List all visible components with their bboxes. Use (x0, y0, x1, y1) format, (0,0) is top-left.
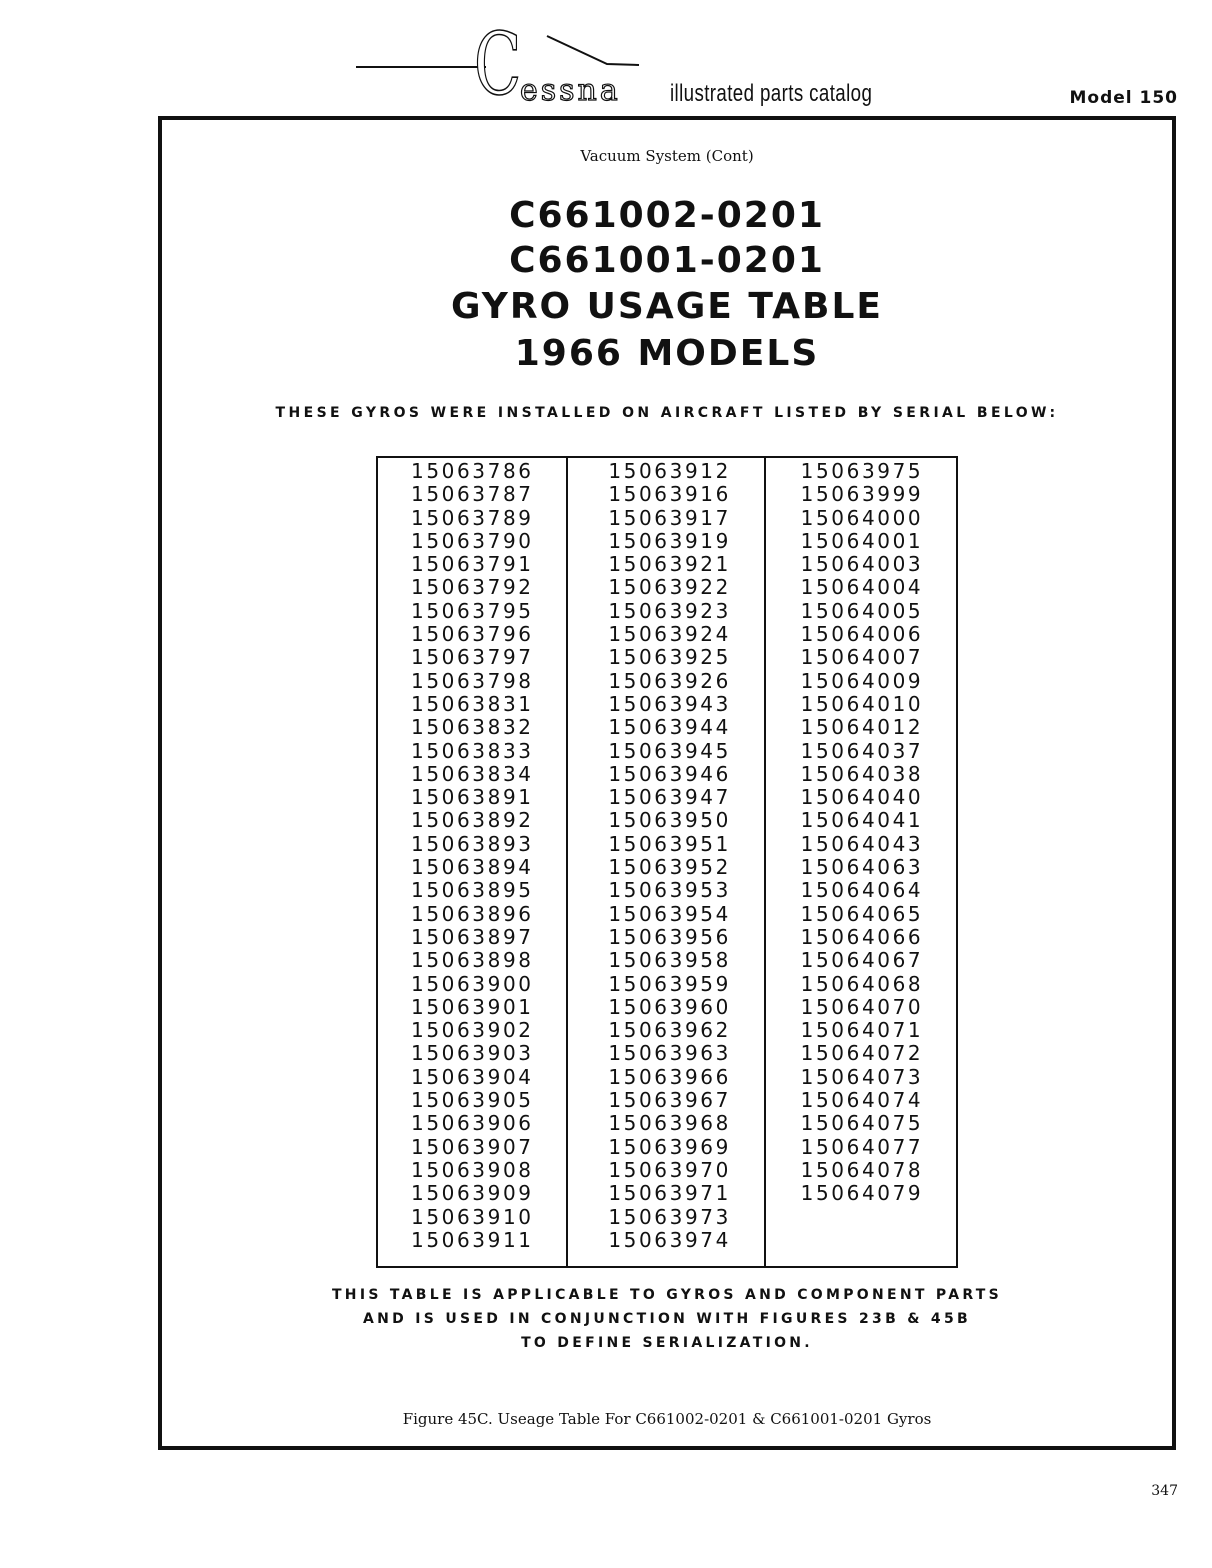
serial-number-cell: 15064009 (800, 668, 924, 693)
serial-number-cell: 15063966 (608, 1064, 731, 1089)
logo-swoosh-icon (545, 34, 641, 70)
serial-number-cell: 15063960 (608, 994, 731, 1019)
serial-number-cell: 15063946 (608, 761, 731, 786)
serial-number-cell: 15063944 (608, 715, 731, 740)
serial-table (376, 456, 958, 1268)
serial-number-cell: 15063911 (411, 1227, 534, 1252)
serial-number-cell: 15063902 (411, 1018, 534, 1043)
serial-number-cell: 15063951 (608, 831, 731, 856)
serial-number-cell: 15064041 (800, 808, 924, 833)
serial-number-cell: 15064068 (800, 971, 924, 996)
serial-number-cell: 15064079 (800, 1181, 924, 1206)
serial-number-cell: 15063786 (411, 459, 534, 483)
applicability-note-line-2: AND IS USED IN CONJUNCTION WITH FIGURES 23B & 45B (363, 1311, 971, 1327)
serial-number-cell: 15064007 (800, 645, 924, 670)
serial-number-cell: 15064006 (800, 622, 924, 647)
serial-number-cell: 15063895 (411, 878, 534, 903)
serial-number-cell: 15063892 (411, 808, 534, 833)
serial-number-cell: 15063956 (608, 924, 731, 949)
serial-number-cell: 15063923 (608, 598, 731, 623)
serial-number-cell: 15063953 (608, 878, 731, 903)
serial-number-cell: 15064064 (800, 878, 924, 903)
serial-number-cell: 15063901 (411, 994, 534, 1019)
serial-number-cell: 15063970 (608, 1157, 731, 1182)
figure-caption: Figure 45C. Useage Table For C661002-0201 & C661001-0201 Gyros (402, 1410, 932, 1428)
serial-number-cell: 15063952 (608, 855, 731, 880)
serial-number-cell: 15063904 (411, 1064, 534, 1089)
serial-number-cell: 15063787 (411, 482, 534, 507)
serial-number-cell: 15064000 (800, 505, 924, 530)
serial-number-cell: 15063921 (608, 552, 731, 577)
serial-number-cell: 15063905 (411, 1088, 534, 1113)
serial-number-cell: 15064074 (800, 1088, 924, 1113)
serial-number-cell: 15063832 (411, 715, 534, 740)
serial-number-cell: 15063963 (608, 1041, 731, 1066)
serial-number-cell: 15063925 (608, 645, 731, 670)
serial-number-cell: 15063912 (608, 459, 731, 483)
serial-number-cell: 15063791 (411, 552, 534, 577)
title-line-3: GYRO USAGE TABLE (451, 286, 883, 327)
serial-number-cell: 15064063 (800, 855, 924, 880)
serial-number-cell: 15063959 (608, 971, 731, 996)
content-frame (158, 116, 1176, 1450)
serial-number-cell: 15064066 (800, 924, 924, 949)
serial-number-cell: 15063947 (608, 785, 731, 810)
serial-number-cell: 15063975 (800, 459, 924, 483)
serial-number-cell: 15063916 (608, 482, 731, 507)
title-line-2: C661001-0201 (509, 240, 825, 281)
serial-number-cell: 15064078 (800, 1157, 924, 1182)
serial-number-cell: 15063999 (800, 482, 924, 507)
serial-number-cell: 15063968 (608, 1111, 731, 1136)
serial-number-cell: 15063833 (411, 738, 534, 763)
logo-wordmark: essna (520, 73, 621, 108)
serial-number-cell: 15064012 (800, 715, 924, 740)
logo-initial: C (474, 15, 522, 115)
serial-number-cell: 15064001 (800, 528, 924, 553)
serial-number-cell: 15064004 (800, 575, 924, 600)
serial-number-cell: 15063896 (411, 901, 534, 926)
serial-number-cell: 15064073 (800, 1064, 924, 1089)
serial-number-cell: 15063945 (608, 738, 731, 763)
serial-number-cell: 15063789 (411, 505, 534, 530)
serial-number-cell: 15063971 (608, 1181, 731, 1206)
serial-number-cell: 15064065 (800, 901, 924, 926)
serial-number-cell: 15063962 (608, 1018, 731, 1043)
serial-number-cell: 15063790 (411, 528, 534, 553)
serial-number-cell: 15063906 (411, 1111, 534, 1136)
serial-column-3 (764, 458, 956, 1266)
serial-number-cell: 15063973 (608, 1204, 731, 1229)
serial-number-cell: 15063792 (411, 575, 534, 600)
page-number: 347 (1151, 1483, 1178, 1499)
serial-number-cell: 15063909 (411, 1181, 534, 1206)
serial-number-cell: 15063910 (411, 1204, 534, 1229)
serial-number-cell: 15064070 (800, 994, 924, 1019)
serial-number-cell: 15063891 (411, 785, 534, 810)
serial-number-cell: 15063897 (411, 924, 534, 949)
serial-number-cell: 15064003 (800, 552, 924, 577)
model-label: Model 150 (1069, 88, 1178, 108)
serial-number-cell: 15063958 (608, 948, 731, 973)
serial-number-cell: 15064072 (800, 1041, 924, 1066)
serial-number-cell: 15064075 (800, 1111, 924, 1136)
serial-number-cell: 15063795 (411, 598, 534, 623)
serial-column-1 (378, 458, 566, 1266)
serial-number-cell: 15063834 (411, 761, 534, 786)
serial-number-cell: 15063894 (411, 855, 534, 880)
serial-number-cell: 15063943 (608, 691, 731, 716)
serial-number-cell: 15063798 (411, 668, 534, 693)
serial-number-cell: 15063908 (411, 1157, 534, 1182)
serial-number-cell: 15063967 (608, 1088, 731, 1113)
title-line-4: 1966 MODELS (514, 333, 820, 374)
serial-number-cell: 15063974 (608, 1227, 731, 1252)
serial-number-cell: 15063898 (411, 948, 534, 973)
serial-number-cell: 15063796 (411, 622, 534, 647)
serial-column-2 (566, 458, 763, 1266)
serial-number-cell: 15064040 (800, 785, 924, 810)
serial-number-cell: 15063907 (411, 1134, 534, 1159)
serial-number-cell: 15064043 (800, 831, 924, 856)
logo-rule (356, 66, 486, 68)
serial-number-cell: 15063903 (411, 1041, 534, 1066)
serial-number-cell: 15063917 (608, 505, 731, 530)
serial-number-cell: 15064071 (800, 1018, 924, 1043)
serial-number-cell: 15063922 (608, 575, 731, 600)
catalog-label: illustrated parts catalog (670, 80, 873, 107)
serial-number-cell: 15063926 (608, 668, 731, 693)
applicability-note-line-1: THIS TABLE IS APPLICABLE TO GYROS AND COMPONENT PARTS (331, 1287, 1003, 1303)
serial-number-cell: 15063831 (411, 691, 534, 716)
serial-number-cell: 15064038 (800, 761, 924, 786)
title-line-1: C661002-0201 (509, 195, 825, 236)
applicability-note-line-3: TO DEFINE SERIALIZATION. (521, 1335, 813, 1351)
serial-number-cell: 15063969 (608, 1134, 731, 1159)
intro-note: THESE GYROS WERE INSTALLED ON AIRCRAFT LISTED BY SERIAL BELOW: (275, 405, 1059, 421)
serial-number-cell: 15063919 (608, 528, 731, 553)
serial-number-cell: 15063797 (411, 645, 534, 670)
serial-number-cell: 15063893 (411, 831, 534, 856)
serial-number-cell: 15064067 (800, 948, 924, 973)
serial-number-cell: 15063950 (608, 808, 731, 833)
serial-number-cell: 15063954 (608, 901, 731, 926)
serial-number-cell: 15063900 (411, 971, 534, 996)
serial-number-cell: 15063924 (608, 622, 731, 647)
serial-number-cell: 15064005 (800, 598, 924, 623)
applicability-note (162, 1283, 1172, 1355)
serial-number-cell: 15064077 (800, 1134, 924, 1159)
serial-number-cell: 15064010 (800, 691, 924, 716)
section-subheading: Vacuum System (Cont) (580, 147, 754, 165)
serial-number-cell: 15064037 (800, 738, 924, 763)
